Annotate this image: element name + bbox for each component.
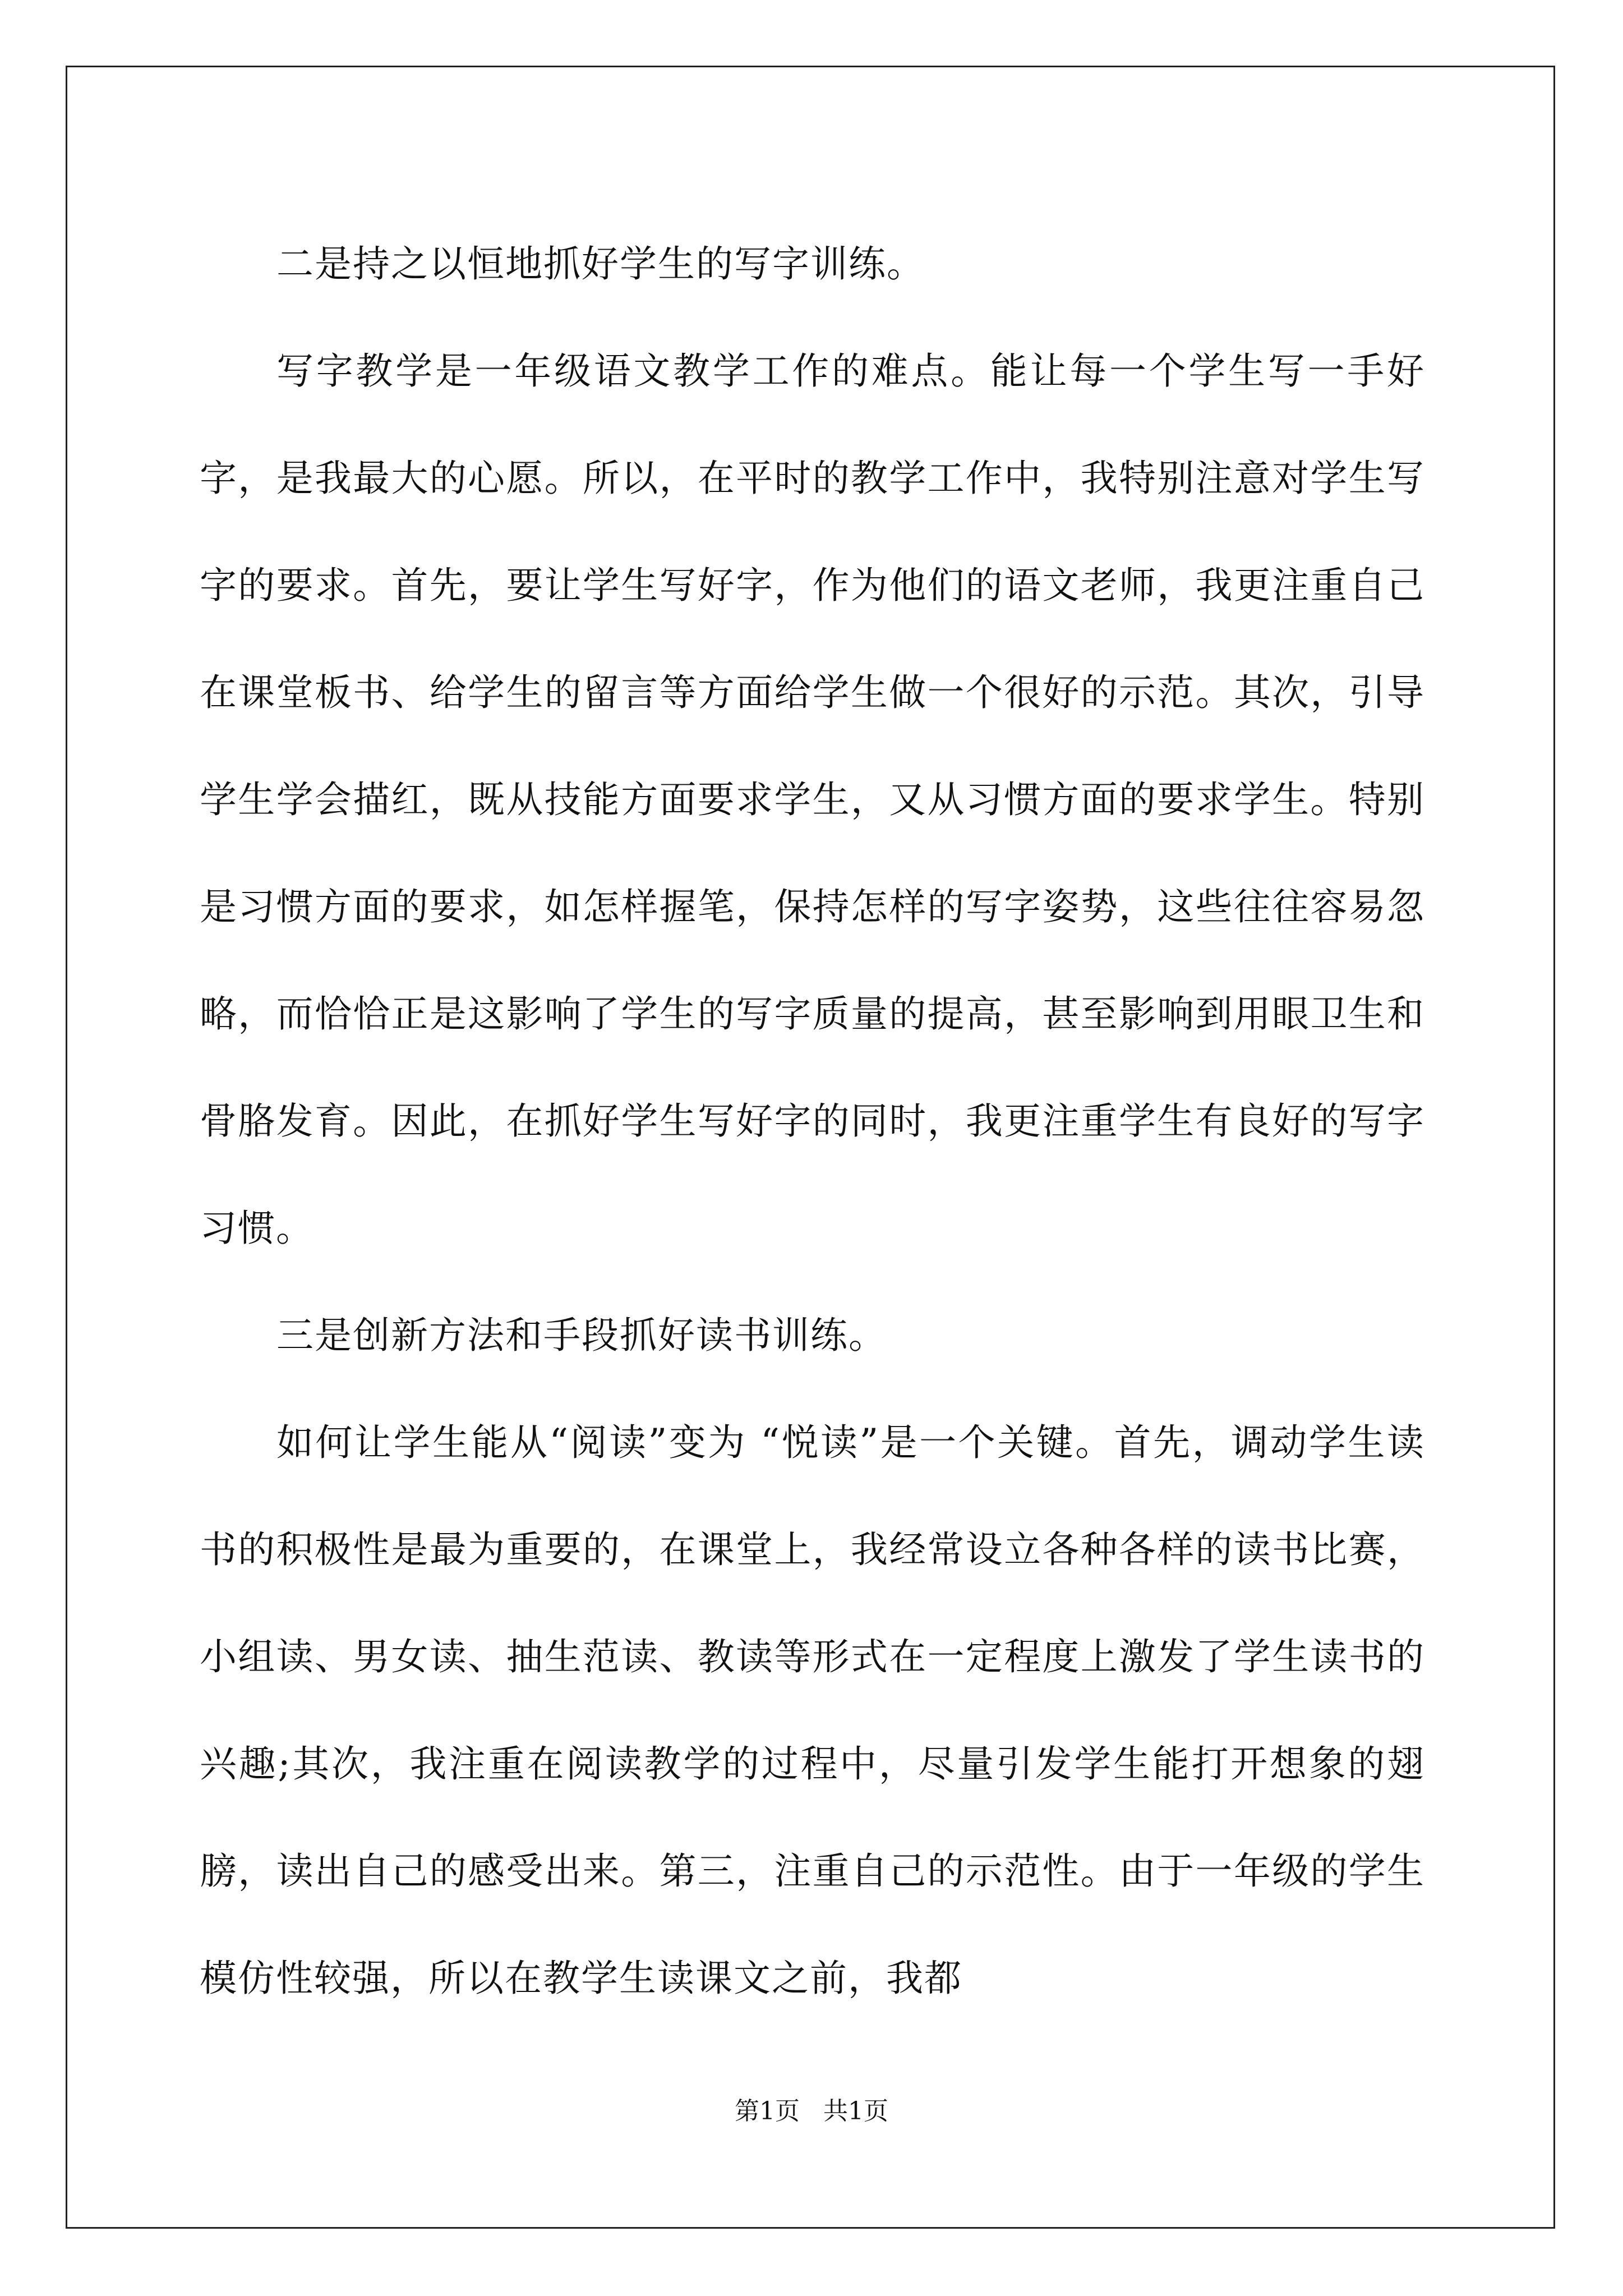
page-number-current: 第1页 <box>735 2097 800 2125</box>
paragraph-heading-reading: 三是创新方法和手段抓好读书训练。 <box>276 1314 887 1357</box>
page-number-total: 共1页 <box>823 2097 888 2125</box>
document-body <box>200 210 1425 2032</box>
paragraph-reading-teaching: 如何让学生能从“阅读”变为 “悦读”是一个关键。首先，调动学生读书的积极性是最为重要的，在课堂上，我经常设立各种各样的读书比赛，小组读、男女读、抽生范读、教读等形式在一定程度上激发了学生读书的兴趣;其次，我注重在阅读教学的过程中，尽量引发学生能打开想象的翅膀，读出自己的感受出来。第三，注重自己的示范性。由于一年级的学生模仿性较强，所以在教学生读课文之前，我都 <box>200 1421 1425 2000</box>
page-footer <box>0 2096 1623 2127</box>
paragraph-heading-writing: 二是持之以恒地抓好学生的写字训练。 <box>276 242 925 286</box>
paragraph-writing-teaching: 写字教学是一年级语文教学工作的难点。能让每一个学生写一手好字，是我最大的心愿。所以，在平时的教学工作中，我特别注意对学生写字的要求。首先，要让学生写好字，作为他们的语文老师，我更注重自己在课堂板书、给学生的留言等方面给学生做一个很好的示范。其次，引导学生学会描红，既从技能方面要求学生，又从习惯方面的要求学生。特别是习惯方面的要求，如怎样握笔，保持怎样的写字姿势，这些往往容易忽略，而恰恰正是这影响了学生的写字质量的提高，甚至影响到用眼卫生和骨胳发育。因此，在抓好学生写好字的同时，我更注重学生有良好的写字习惯。 <box>200 349 1425 1250</box>
